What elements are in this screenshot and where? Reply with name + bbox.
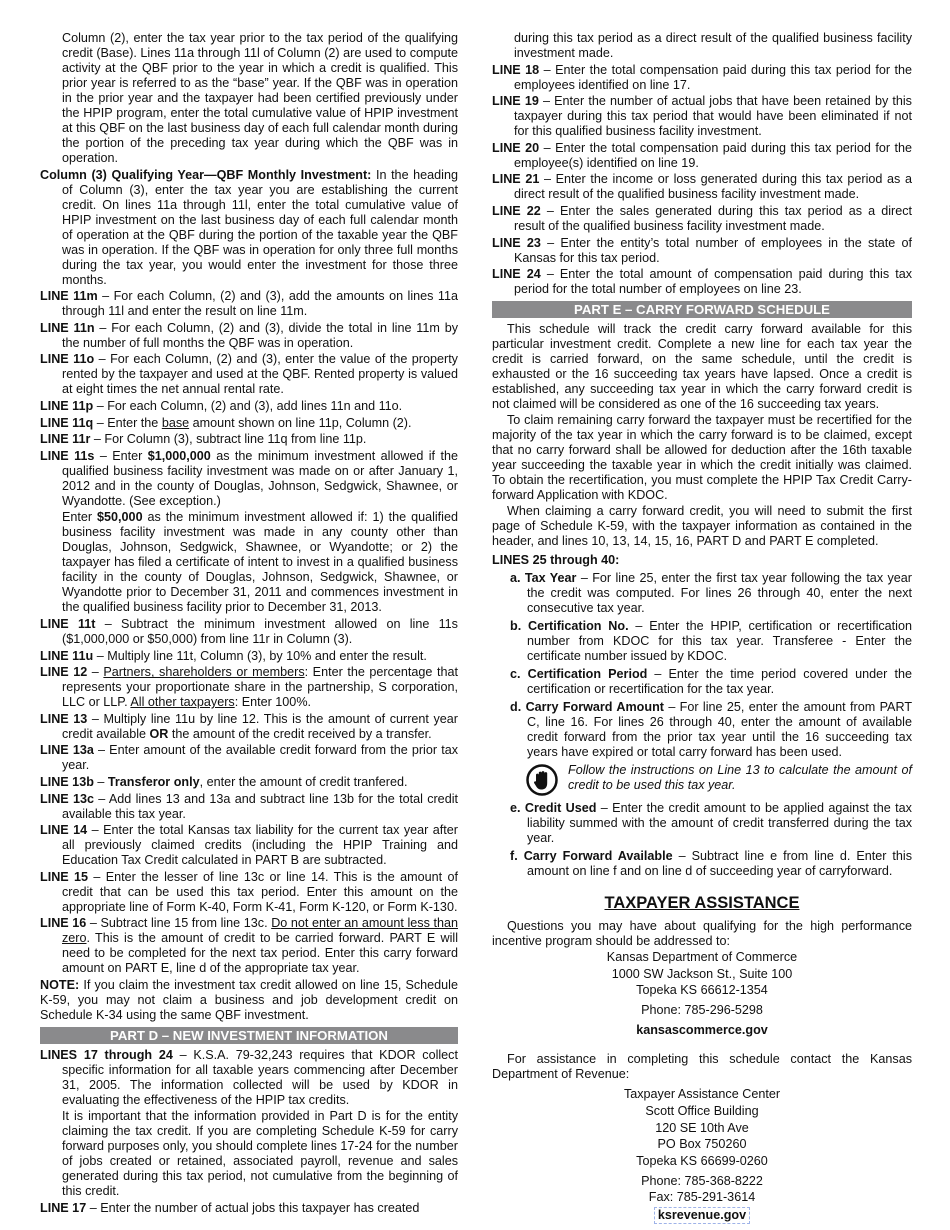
address-line [492, 1121, 912, 1136]
line-instruction [40, 449, 458, 509]
bold-text: LINE 20 [492, 140, 540, 155]
text: – Enter the income or loss generated during this tax period as a direct result of the qualified business facility investment made. [514, 172, 912, 202]
text: – For each Column, (2) and (3), add lines 11n and 11o. [93, 398, 403, 413]
bold-text: Certification Period [527, 667, 648, 682]
bold-text: LINE 11s [40, 448, 95, 463]
text: – Enter the credit amount to be applied against the tax liability summed with the amount of credit transferred during the tax year. [527, 801, 912, 846]
line-instruction [492, 172, 912, 202]
text: 1000 SW Jackson St., Suite 100 [611, 966, 793, 981]
line-instruction [40, 416, 458, 431]
text: Column (2), enter the tax year prior to the tax period of the qualifying credit (Base). Lines 11a through 11l of Column (2) are used to compute activity at the QBF prior to the year in which a credit is qualified. This prior year is referred to as the “base” year. If the QBF was in operation in the prior year and the taxpayer had been certified previously under the HPIP program, enter the total cumulative value of HPIP investment at this QBF on the last business day of each full calendar month during the portion of the preceding tax year during which the QBF was in operation. [62, 31, 458, 165]
list-item [492, 667, 912, 697]
bold-text: a. [510, 571, 525, 586]
bold-text: e. [510, 801, 525, 816]
text: PO Box 750260 [657, 1137, 747, 1152]
address-line [492, 1174, 912, 1189]
text: – Enter the number of actual jobs that have been retained by this taxpayer during this tax period that would have been eliminated if not for this qualified business facility investment. [514, 94, 912, 139]
bold-text: LINE 22 [492, 203, 541, 218]
bold-text: Tax Year [524, 571, 577, 586]
line-instruction [40, 743, 458, 773]
bold-text: LINE 11p [40, 398, 94, 413]
text: – Enter the [93, 415, 162, 430]
bold-text: $50,000 [97, 510, 143, 525]
bold-text: LINE 21 [492, 172, 540, 187]
bold-text: d. [510, 700, 526, 715]
bold-text: OR [149, 726, 169, 741]
text: It is important that the information provided in Part D is for the entity claiming the tax credit. If you are completing Schedule K-59 for carry forward purposes only, you should complete lines 17-24 for the number of jobs created or retained, associated payroll, revenue and sales generated during this tax period, not cumulative from the beginning of this credit. [62, 1109, 458, 1199]
text: – Enter the total amount of compensation paid during this tax period for the total number of employees on line 23. [514, 267, 912, 297]
bold-text: LINE 16 [40, 916, 87, 931]
line-instruction [492, 141, 912, 171]
text: For assistance in completing this schedule contact the Kansas Department of Revenue: [492, 1052, 912, 1082]
bold-text: LINE 11r [40, 432, 91, 447]
line-instruction [40, 649, 458, 664]
right-column [492, 31, 912, 1226]
bold-text: LINE 23 [492, 235, 541, 250]
body-paragraph [492, 1052, 912, 1082]
line-instruction [492, 236, 912, 266]
text: . This is the amount of credit to be carried forward. PART E will need to be completed for the next tax period. Enter this carry forward amount on PART E, line d of the appropriate tax year. [62, 931, 458, 976]
paragraph [40, 1109, 458, 1199]
address-line [492, 1104, 912, 1119]
paragraph [40, 510, 458, 615]
address-line [492, 967, 912, 982]
text: LINES 25 through 40: [492, 553, 620, 568]
line-instruction [40, 1048, 458, 1108]
address-line [492, 1023, 912, 1038]
text: – Enter the time period covered under the certification or recertification for the tax year. [527, 667, 912, 697]
text: This schedule will track the credit carry forward available for this particular investment credit. Complete a new line for each tax year the credit is carried forward, on the same schedule, until the credit is exhausted or the 16 succeeding tax years have lapsed. Once a credit is established, any succeeding tax year in which the carry forward credit is not claimed will be considered as one of the 16 succeeding tax years. [492, 322, 912, 412]
bold-text: LINE 15 [40, 869, 89, 884]
list-item [492, 571, 912, 616]
line-instruction [40, 399, 458, 414]
text: amount shown on line 11p, Column (2). [189, 415, 412, 430]
bold-text: LINE 11t [40, 616, 96, 631]
text: Follow the instructions on Line 13 to calculate the amount of credit to be used this tax year. [568, 763, 912, 793]
text: – Enter the total compensation paid during this tax period for the employee(s) identified on line 19. [514, 140, 912, 170]
address-line [492, 1154, 912, 1169]
bold-text: Carry Forward Available [523, 849, 673, 864]
bold-text: Transferor only [107, 774, 200, 789]
body-paragraph [492, 413, 912, 503]
text: – Subtract line e from line d. Enter this amount on line f and on line d of succeeding year of carryforward. [527, 849, 913, 879]
bold-text: b. [510, 619, 529, 634]
address-line [492, 1003, 912, 1018]
text: – Enter amount of the available credit forward from the prior tax year. [62, 743, 459, 773]
text: – Enter the entity’s total number of employees in the state of Kansas for this tax period. [514, 235, 912, 265]
address-line [492, 983, 912, 998]
bold-text: Certification No. [528, 619, 629, 634]
text: Fax: 785-291-3614 [648, 1190, 756, 1205]
text: – For line 25, enter the amount from PART C, line 16. For lines 26 through 40, enter the amount of available credit forward from the prior tax year until the 16 succeeding tax years have expired or total carry forward has been used. [527, 700, 913, 760]
bold-text: LINES 17 through 24 [40, 1047, 173, 1062]
bold-text: LINE 11n [40, 320, 95, 335]
bold-text: Carry Forward Amount [525, 700, 664, 715]
text: Phone: 785-368-8222 [641, 1173, 763, 1188]
text: TAXPAYER ASSISTANCE [604, 894, 800, 913]
body-paragraph [492, 322, 912, 412]
text: Topeka KS 66612-1354 [636, 983, 768, 998]
line-instruction [492, 204, 912, 234]
paragraph [492, 31, 912, 61]
text: If you claim the investment tax credit allowed on line 15, Schedule K-59, you may not claim a business and job development credit on Schedule K-34 using the same QBF investment. [40, 977, 458, 1022]
address-line [492, 1137, 912, 1152]
text: – [93, 774, 108, 789]
bold-text: LINE 11q [40, 415, 94, 430]
section-title [492, 893, 912, 913]
text: – Add lines 13 and 13a and subtract line 13b for the total credit available this tax year. [62, 791, 458, 821]
bold-text: LINE 11o [40, 352, 95, 367]
text: – Subtract the minimum investment allowed on line 11s ($1,000,000 or $50,000) from line 11r in Column (3). [62, 616, 458, 646]
text: : Enter the percentage that represents your proportionate share in the partnership, S corporation, LLC or LLP. [62, 665, 458, 710]
address-line [492, 950, 912, 965]
text: during this tax period as a direct result of the qualified business facility investment made. [514, 31, 912, 60]
address-line [492, 1190, 912, 1205]
line-instruction [40, 916, 458, 976]
list-item [492, 801, 912, 846]
line-instruction [40, 617, 458, 647]
text: – For each Column, (2) and (3), enter the value of the property rented by the taxpayer and used at the QBF. Rented property is valued at eight times the net annual rental rate. [62, 352, 458, 397]
text: – Enter the number of actual jobs this taxpayer has created [86, 1201, 420, 1216]
subheading [492, 553, 912, 568]
line-instruction [40, 432, 458, 447]
text: In the heading of Column (3), enter the tax year you are establishing the current credit. On lines 11a through 11l, enter the total cumulative value of HPIP investment on the last business day of each full calendar month of operation at the QBF during the portion of the taxable year the QBF was in operation. If the QBF was in operation for only three full months during the tax year, you would enter the investment for those three months. [62, 167, 458, 287]
text: as the minimum investment allowed if: 1) the qualified business facility investment was made in any county other than Douglas, Johnson, Sedgwick, Shawnee, or Wyandotte; or 2) the taxpayer has filed a certificate of intent to invest in a qualified business facility in the county of Douglas, Johnson, Sedgwick, Shawnee, or Wyandotte prior to December 31, 2011 and commences investment in the qualified business facility prior to December 31, 2013. [62, 510, 458, 615]
line-instruction [40, 712, 458, 742]
text: Kansas Department of Commerce [606, 950, 798, 965]
text: PART D – NEW INVESTMENT INFORMATION [110, 1027, 388, 1043]
line-instruction [40, 665, 458, 710]
bold-text: LINE 13a [40, 743, 94, 758]
text: – Enter the sales generated during this tax period as a direct result of the qualified business facility investment made. [514, 203, 912, 233]
bold-text: Credit Used [524, 801, 597, 816]
text: When claiming a carry forward credit, you will need to submit the first page of Schedule K-59, with the taxpayer information as contained in the header, and lines 10, 13, 14, 15, 16, PART D and PART E completed. [492, 504, 912, 549]
list-item [492, 849, 912, 879]
bold-text: LINE 13c [40, 791, 94, 806]
section-header [40, 1027, 458, 1044]
line-instruction [40, 823, 458, 868]
bold-text: LINE 11m [40, 289, 98, 304]
line-instruction [40, 792, 458, 822]
text: 120 SE 10th Ave [655, 1120, 749, 1135]
body-paragraph [492, 504, 912, 549]
text: – Enter the total Kansas tax liability for the current tax year after all previously claimed credits (including the HPIP Training and Education Tax Credit calculated in PART B are subtracted. [62, 823, 458, 868]
ksrevenue-link[interactable]: ksrevenue.gov [654, 1207, 750, 1224]
text: Phone: 785-296-5298 [641, 1003, 763, 1018]
list-item [492, 619, 912, 664]
address-line [492, 1087, 912, 1102]
bold-text: LINE 12 [40, 665, 88, 680]
note-paragraph [40, 978, 458, 1023]
bold-text: LINE 19 [492, 94, 539, 109]
text: – For line 25, enter the first tax year following the tax year the credit was computed. For lines 26 through 40, enter the next consecutive tax year. [527, 571, 912, 616]
left-column [40, 31, 458, 1218]
bold-text: LINE 24 [492, 267, 541, 282]
underlined-text: All other taxpayers [130, 695, 235, 710]
text: – Multiply line 11u by line 12. This is the amount of current year credit available [62, 711, 458, 741]
line-instruction [40, 352, 458, 397]
text: the amount of the credit received by a transfer. [168, 726, 432, 741]
line-instruction [492, 63, 912, 93]
bold-text: LINE 13 [40, 711, 88, 726]
line-instruction [40, 870, 458, 915]
text: , enter the amount of credit tranfered. [199, 774, 408, 789]
line-instruction [40, 289, 458, 319]
bold-text: c. [510, 667, 528, 682]
text: – For each Column, (2) and (3), add the amounts on lines 11a through 11l and enter the result on line 11m. [62, 289, 458, 319]
text: as the minimum investment allowed if the qualified business facility investment was made on or after January 1, 2012 and in the county of Douglas, Johnson, Sedgwick, Shawnee, or Wyandotte. (See exception.) [62, 448, 458, 508]
bold-text: kansascommerce.gov [636, 1023, 768, 1038]
text: Questions you may have about qualifying for the high performance incentive program should be addressed to: [492, 919, 912, 949]
bold-text: LINE 17 [40, 1201, 87, 1216]
text: – [87, 665, 104, 680]
line-instruction [40, 321, 458, 351]
text: Taxpayer Assistance Center [623, 1087, 781, 1102]
bold-text: $1,000,000 [147, 448, 211, 463]
text: – Multiply line 11t, Column (3), by 10% and enter the result. [93, 648, 427, 663]
bold-text: NOTE: [40, 977, 80, 992]
text: – Subtract line 15 from line 13c. [86, 916, 272, 931]
bold-text: LINE 13b [40, 774, 94, 789]
text: Enter [62, 510, 98, 525]
underlined-text: Do not enter an amount less than zero [62, 916, 458, 946]
text: : Enter 100%. [234, 695, 312, 710]
text: – Enter [94, 448, 148, 463]
text: – Enter the total compensation paid during this tax period for the employees identified on line 17. [514, 62, 912, 92]
text: – Enter the lesser of line 13c or line 14. This is the amount of credit that can be used this tax period. Enter this amount on the appropriate line of Form K-40, Form K-41, Form K-120, or Form K-130. [62, 869, 458, 914]
line-instruction [492, 94, 912, 139]
underlined-text: base [161, 415, 190, 430]
body-paragraph [492, 919, 912, 949]
text: To claim remaining carry forward the taxpayer must be recertified for the majority of the tax year in which the carry forward is to be claimed, except that no carry forward shall be allowed for deduction after the 16th taxable year succeeding the taxable year in which the credit initially was claimed. To obtain the recertification, you must complete the HPIP Tax Credit Carry-forward Application with KDOC. [492, 413, 912, 503]
line-instruction [492, 267, 912, 297]
bold-text: LINE 11u [40, 648, 94, 663]
line-instruction [40, 1201, 458, 1216]
text: – Enter the HPIP, certification or recertification number from KDOC for this tax year. Transferee - Enter the certificate number issued by KDOC. [527, 619, 912, 664]
paragraph [40, 31, 458, 166]
text: PART E – CARRY FORWARD SCHEDULE [574, 302, 830, 318]
list-item [492, 700, 912, 760]
text: Topeka KS 66699-0260 [636, 1153, 768, 1168]
section-header [492, 301, 912, 318]
bold-text: Column (3) Qualifying Year—QBF Monthly Investment: [40, 167, 372, 182]
bold-text: LINE 18 [492, 62, 540, 77]
text: – For Column (3), subtract line 11q from line 11p. [90, 432, 367, 447]
bold-text: LINE 14 [40, 823, 88, 838]
underlined-text: Partners, shareholders or members [103, 665, 305, 680]
bold-text: f. [510, 849, 524, 864]
text: Scott Office Building [645, 1103, 759, 1118]
text: – For each Column, (2) and (3), divide the total in line 11m by the number of full months the QBF was in operation. [62, 320, 458, 350]
line-instruction [40, 168, 458, 288]
text: – K.S.A. 79-32,243 requires that KDOR collect specific information for all taxable years commencing after December 31, 2005. The information collected will be used by KDOR in evaluating the effectiveness of the HPIP tax credits. [62, 1047, 458, 1107]
hand-note [492, 763, 912, 797]
address-line [492, 1207, 912, 1224]
stop-hand-icon [526, 764, 558, 796]
line-instruction [40, 775, 458, 790]
